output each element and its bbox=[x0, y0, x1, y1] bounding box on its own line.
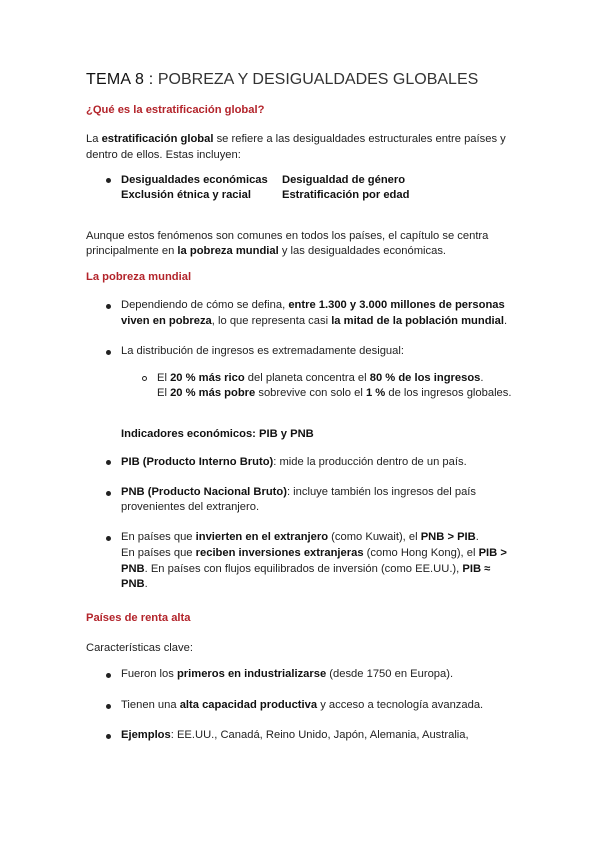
comparacion-line2 bbox=[121, 545, 507, 562]
title-lead: TEMA 8 : bbox=[86, 71, 154, 88]
bold-text: reciben inversiones extranjeras bbox=[195, 547, 364, 559]
bold-text: PNB (Producto Nacional Bruto) bbox=[121, 486, 287, 498]
bold-text: Ejemplos bbox=[121, 729, 171, 741]
text: principalmente en bbox=[86, 245, 178, 257]
bullet-capacidad bbox=[121, 697, 483, 714]
paragraph-intro-line2: dentro de ellos. Estas incluyen: bbox=[86, 149, 241, 161]
bold-text: PIB > bbox=[478, 547, 507, 559]
comparacion-line4 bbox=[121, 576, 148, 593]
type-age: Estratificación por edad bbox=[282, 189, 410, 201]
paragraph-intro-line1 bbox=[86, 131, 506, 148]
text: : mide la producción dentro de un país. bbox=[273, 456, 467, 468]
bold-text: alta capacidad productiva bbox=[179, 699, 318, 711]
bold-text: 1 % bbox=[365, 387, 386, 399]
type-economic: Desigualdades económicas bbox=[121, 174, 268, 186]
text: se refiere a las desigualdades estructurales entre países y bbox=[213, 133, 506, 145]
bullet-ejemplos bbox=[121, 727, 469, 744]
paragraph-closing-line2 bbox=[86, 243, 446, 260]
heading-pobreza: La pobreza mundial bbox=[86, 271, 192, 283]
page-title bbox=[86, 70, 478, 90]
bold-text: 20 % más rico bbox=[170, 372, 245, 384]
bold-text: viven en pobreza bbox=[121, 315, 212, 327]
type-ethnic: Exclusión étnica y racial bbox=[121, 189, 251, 201]
heading-renta-alta: Países de renta alta bbox=[86, 612, 191, 624]
comparacion-line1 bbox=[121, 529, 479, 546]
bullet-dot bbox=[106, 491, 111, 496]
text: : incluye también los ingresos del país bbox=[286, 486, 476, 498]
bullet-dot bbox=[106, 178, 111, 183]
text: . En países con flujos equilibrados de inversión (como EE.UU.), bbox=[144, 563, 463, 575]
sub-line-pobre bbox=[157, 385, 511, 402]
bold-text: PNB bbox=[121, 578, 145, 590]
bold-text: estratificación global bbox=[101, 133, 214, 145]
bold-text: la mitad de la población mundial bbox=[331, 315, 504, 327]
text: El bbox=[157, 372, 171, 384]
text: (como Kuwait), el bbox=[328, 531, 421, 543]
text: La bbox=[86, 133, 102, 145]
title-rest: POBREZA Y DESIGUALDADES GLOBALES bbox=[157, 71, 479, 88]
text: Tienen una bbox=[121, 699, 180, 711]
bullet-pib bbox=[121, 454, 467, 471]
text: y acceso a tecnología avanzada. bbox=[317, 699, 484, 711]
text: , lo que representa casi bbox=[211, 315, 332, 327]
text: En países que bbox=[121, 531, 196, 543]
bold-text: 20 % más pobre bbox=[170, 387, 256, 399]
bold-text: invierten en el extranjero bbox=[195, 531, 329, 543]
bullet-pnb-line2: provenientes del extranjero. bbox=[121, 501, 260, 513]
bold-text: entre 1.300 y 3.000 millones de personas bbox=[288, 299, 505, 311]
bold-text: PNB > PIB bbox=[420, 531, 476, 543]
bullet-dot bbox=[106, 304, 111, 309]
text: . bbox=[144, 578, 148, 590]
text: . bbox=[480, 372, 484, 384]
text: sobrevive con solo el bbox=[255, 387, 366, 399]
bullet-pobreza-line1 bbox=[121, 297, 505, 314]
bold-text: PIB ≈ bbox=[462, 563, 491, 575]
indicadores-heading: Indicadores económicos: PIB y PNB bbox=[121, 428, 314, 440]
sub-bullet-ring bbox=[142, 376, 147, 381]
bullet-dot bbox=[106, 536, 111, 541]
text: . bbox=[504, 315, 508, 327]
text: y las desigualdades económicas. bbox=[278, 245, 447, 257]
text: : EE.UU., Canadá, Reino Unido, Japón, Alemania, Australia, bbox=[170, 729, 469, 741]
text: En países que bbox=[121, 547, 196, 559]
text: (desde 1750 en Europa). bbox=[326, 668, 454, 680]
text: El bbox=[157, 387, 171, 399]
bold-text: la pobreza mundial bbox=[177, 245, 279, 257]
bullet-distribucion: La distribución de ingresos es extremadamente desigual: bbox=[121, 345, 404, 357]
text: del planeta concentra el bbox=[244, 372, 370, 384]
renta-alta-intro: Características clave: bbox=[86, 642, 193, 654]
bold-text: PIB (Producto Interno Bruto) bbox=[121, 456, 274, 468]
bold-text: 80 % de los ingresos bbox=[369, 372, 481, 384]
bullet-dot bbox=[106, 350, 111, 355]
bullet-industrializarse bbox=[121, 666, 453, 683]
text: de los ingresos globales. bbox=[385, 387, 512, 399]
bullet-dot bbox=[106, 734, 111, 739]
bullet-pobreza-line2 bbox=[121, 313, 507, 330]
text: . bbox=[475, 531, 479, 543]
bold-text: primeros en industrializarse bbox=[176, 668, 327, 680]
type-gender: Desigualdad de género bbox=[282, 174, 406, 186]
bold-text: PNB bbox=[121, 563, 145, 575]
bullet-dot bbox=[106, 673, 111, 678]
paragraph-closing-line1: Aunque estos fenómenos son comunes en todos los países, el capítulo se centra bbox=[86, 230, 489, 242]
comparacion-line3 bbox=[121, 561, 490, 578]
bullet-dot bbox=[106, 460, 111, 465]
text: Fueron los bbox=[121, 668, 177, 680]
bullet-dot bbox=[106, 704, 111, 709]
text: (como Hong Kong), el bbox=[363, 547, 479, 559]
text: Dependiendo de cómo se defina, bbox=[121, 299, 289, 311]
heading-estratificacion: ¿Qué es la estratificación global? bbox=[86, 104, 265, 116]
